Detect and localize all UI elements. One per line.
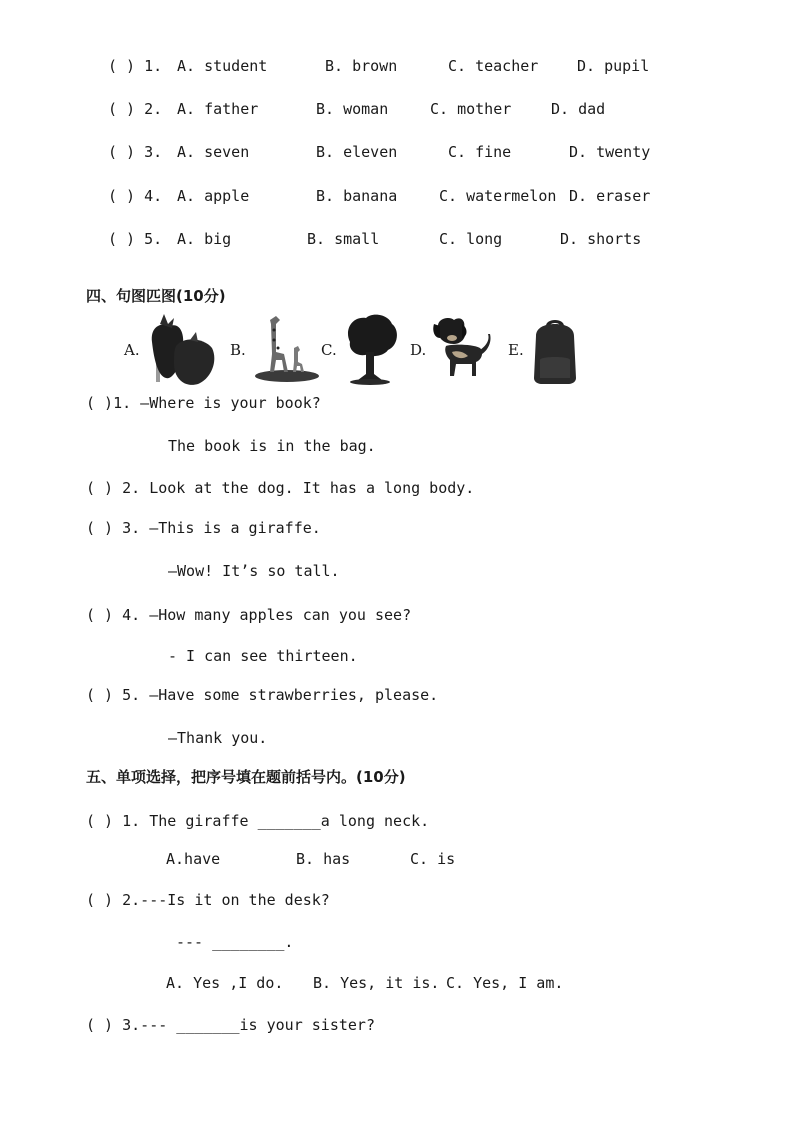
s3-row4-opt-b: B. banana [316, 187, 398, 205]
pic-label-d: D. [410, 341, 427, 359]
s3-row2-opt-a: A. father [177, 100, 259, 118]
s3-row3-prefix: ( ) 3. [108, 143, 163, 161]
s3-row3-opt-b: B. eleven [316, 143, 398, 161]
pic-label-e: E. [508, 341, 524, 359]
s3-row3-opt-a: A. seven [177, 143, 250, 161]
s4-item4-answer: - I can see thirteen. [168, 647, 358, 665]
s3-row4-opt-d: D. eraser [569, 187, 651, 205]
s3-row5-opt-c: C. long [439, 230, 503, 248]
s5-q3: ( ) 3.--- _______is your sister? [86, 1016, 375, 1034]
s3-row1-opt-d: D. pupil [577, 57, 650, 75]
giraffe-icon [254, 312, 320, 384]
s5-q1: ( ) 1. The giraffe _______a long neck. [86, 812, 430, 830]
s4-item5-answer: —Thank you. [168, 729, 268, 747]
s3-row1-opt-c: C. teacher [448, 57, 539, 75]
section5-heading: 五、单项选择，把序号填在题前括号内。(10分) [86, 768, 406, 786]
s3-row5-prefix: ( ) 5. [108, 230, 163, 248]
s5-q2-opt-b: B. Yes, it is. [313, 974, 440, 992]
s4-item1-answer: The book is in the bag. [168, 437, 376, 455]
s4-item2: ( ) 2. Look at the dog. It has a long body. [86, 479, 475, 497]
s5-q1-opt-a: A.have [166, 850, 221, 868]
s5-q2-opt-a: A. Yes ,I do. [166, 974, 284, 992]
s5-q1-opt-c: C. is [410, 850, 456, 868]
s3-row3-opt-c: C. fine [448, 143, 512, 161]
s4-item1-question: ( )1. —Where is your book? [86, 394, 321, 412]
s3-row2-prefix: ( ) 2. [108, 100, 163, 118]
s3-row5-opt-d: D. shorts [560, 230, 642, 248]
section4-heading: 四、句图匹图(10分) [86, 287, 226, 305]
s3-row1-opt-a: A. student [177, 57, 268, 75]
s3-row1-prefix: ( ) 1. [108, 57, 163, 75]
pic-label-c: C. [321, 341, 337, 359]
backpack-icon [530, 316, 580, 386]
s5-q2: ( ) 2.---Is it on the desk? [86, 891, 330, 909]
s4-item5-question: ( ) 5. —Have some strawberries, please. [86, 686, 439, 704]
s3-row2-opt-c: C. mother [430, 100, 512, 118]
s4-item3-question: ( ) 3. —This is a giraffe. [86, 519, 321, 537]
s3-row3-opt-d: D. twenty [569, 143, 651, 161]
s3-row1-opt-b: B. brown [325, 57, 398, 75]
s3-row5-opt-b: B. small [307, 230, 380, 248]
s4-item4-question: ( ) 4. —How many apples can you see? [86, 606, 412, 624]
dog-icon [432, 316, 494, 380]
pic-label-a: A. [124, 341, 140, 359]
s4-item3-answer: —Wow! It’s so tall. [168, 562, 340, 580]
tree-icon [342, 312, 400, 386]
s3-row4-opt-c: C. watermelon [439, 187, 557, 205]
strawberry-icon [146, 312, 218, 388]
s5-q2-opt-c: C. Yes, I am. [446, 974, 564, 992]
pic-label-b: B. [230, 341, 246, 359]
s3-row2-opt-b: B. woman [316, 100, 389, 118]
s5-q1-opt-b: B. has [296, 850, 351, 868]
s3-row5-opt-a: A. big [177, 230, 232, 248]
s3-row2-opt-d: D. dad [551, 100, 606, 118]
s3-row4-prefix: ( ) 4. [108, 187, 163, 205]
s5-q2-blank: --- ________. [176, 933, 294, 951]
s3-row4-opt-a: A. apple [177, 187, 250, 205]
